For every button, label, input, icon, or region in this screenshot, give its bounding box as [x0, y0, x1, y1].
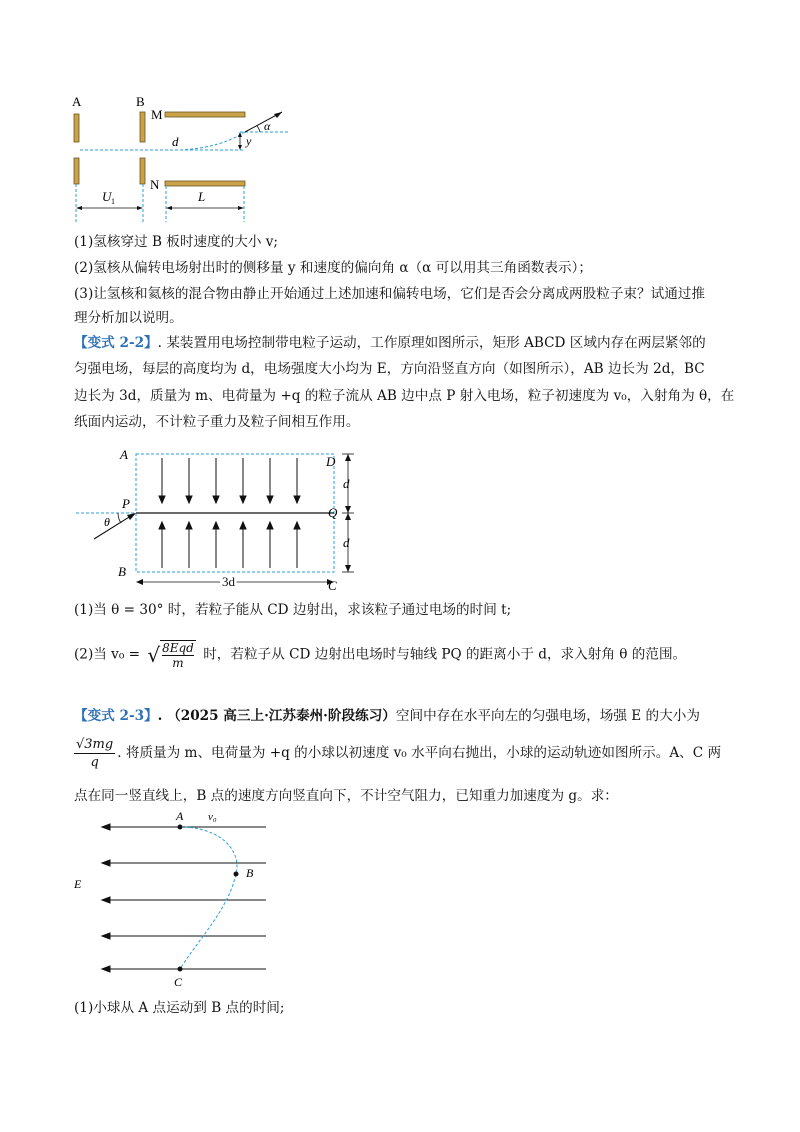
sqrt-denominator: m — [172, 656, 184, 670]
label-B: B — [118, 564, 126, 579]
problem2-tag: 【变式 2-2】 — [74, 335, 158, 351]
ball-trajectory — [180, 827, 237, 969]
trajectory-curve — [180, 132, 245, 150]
point-B — [234, 872, 239, 877]
label-alpha: α — [264, 119, 271, 133]
problem3-line1 — [74, 706, 700, 726]
figure-projectile-field — [70, 810, 280, 990]
field-fraction — [74, 736, 115, 771]
problem1-question3-line2: 理分析加以说明。 — [74, 310, 183, 326]
plate-N — [165, 181, 245, 186]
figure-layered-field — [70, 444, 370, 592]
label-B: B — [246, 866, 254, 880]
label-P: P — [122, 496, 130, 511]
plate-A-upper — [74, 114, 79, 142]
label-D: D — [326, 454, 336, 469]
label-y: y — [246, 134, 252, 148]
problem2-line4: 纸面内运动，不计粒子重力及粒子间相互作用。 — [74, 414, 360, 430]
label-C: C — [174, 975, 183, 989]
problem3-question1: (1)小球从 A 点运动到 B 点的时间; — [74, 1000, 285, 1016]
problem3-line3: 点在同一竖直线上，B 点的速度方向竖直向下，不计空气阻力，已知重力加速度为 g。求： — [74, 788, 618, 804]
problem2-line3: 边长为 3d，质量为 m、电荷量为 +q 的粒子流从 AB 边中点 P 射入电场，粒子初速度为 v₀，入射角为 θ，在 — [74, 388, 735, 404]
problem3-source: . （2025 高三上·江苏泰州·阶段练习） — [157, 708, 396, 724]
problem1-question1: (1)氢核穿过 B 板时速度的大小 v; — [74, 234, 278, 250]
q2-prefix: (2)当 v₀ = — [74, 646, 141, 663]
problem1-question3-line1: (3)让氢核和氦核的混合物由静止开始通过上述加速和偏转电场，它们是否会分离成两股粒子束？试通过推 — [74, 286, 705, 302]
problem3-line2-text: . 将质量为 m、电荷量为 +q 的小球以初速度 v₀ 水平向右抛出，小球的运动轨迹如图所示。A、C 两 — [117, 745, 722, 761]
point-A — [178, 825, 183, 830]
label-N: N — [150, 177, 160, 192]
problem3-line1-text: 空间中存在水平向左的匀强电场，场强 E 的大小为 — [395, 708, 700, 724]
label-A: A — [176, 810, 184, 823]
label-E: E — [74, 877, 82, 891]
sqrt-expression: √ 8Eqd m — [147, 641, 194, 670]
plate-A-lower — [74, 158, 79, 184]
plate-B-upper — [140, 112, 145, 142]
label-U1-subscript: 1 — [111, 197, 115, 206]
problem2-line2: 匀强电场，每层的高度均为 d，电场强度大小均为 E，方向沿竖直方向（如图所示），AB 边长为 2d，BC — [74, 361, 705, 377]
label-C: C — [328, 578, 337, 592]
problem2-line1 — [74, 333, 706, 353]
problem2-question2 — [74, 640, 686, 670]
label-A: A — [72, 94, 82, 109]
label-d: d — [172, 134, 179, 149]
label-U1: U — [102, 189, 112, 204]
field-arrows-up — [159, 522, 300, 568]
figure-deflection-apparatus — [60, 88, 320, 228]
sqrt-numerator: 8Eqd — [162, 641, 194, 655]
label-B: B — [136, 94, 145, 109]
label-v0: v₀ — [208, 811, 217, 823]
problem3-tag: 【变式 2-3】 — [74, 708, 158, 724]
label-A: A — [120, 447, 128, 462]
label-theta: θ — [104, 515, 110, 529]
label-M: M — [151, 107, 163, 122]
problem3-line2 — [74, 736, 721, 771]
problem1-question2: (2)氢核从偏转电场射出时的侧移量 y 和速度的偏向角 α（α 可以用其三角函数表示）； — [74, 260, 592, 276]
plate-B-lower — [140, 158, 145, 184]
field-lines-leftward — [102, 824, 266, 972]
fraction-denominator: q — [90, 755, 99, 770]
field-arrows-down — [159, 458, 300, 503]
fraction-numerator: √3mg — [76, 737, 114, 752]
plate-M — [165, 112, 245, 117]
point-C — [178, 967, 183, 972]
incident-ray — [94, 514, 134, 539]
label-d-bottom: d — [343, 535, 350, 550]
problem2-line1-text: . 某装置用电场控制带电粒子运动，工作原理如图所示，矩形 ABCD 区域内存在两层紧邻的 — [157, 335, 706, 351]
q2-suffix: 时，若粒子从 CD 边射出电场时与轴线 PQ 的距离小于 d，求入射角 θ 的范围。 — [203, 646, 687, 663]
label-3d: 3d — [222, 574, 235, 589]
label-d-top: d — [343, 476, 350, 491]
label-L: L — [198, 189, 206, 204]
problem2-question1: (1)当 θ = 30° 时，若粒子能从 CD 边射出，求该粒子通过电场的时间 t; — [74, 602, 512, 618]
label-Q: Q — [328, 505, 338, 520]
